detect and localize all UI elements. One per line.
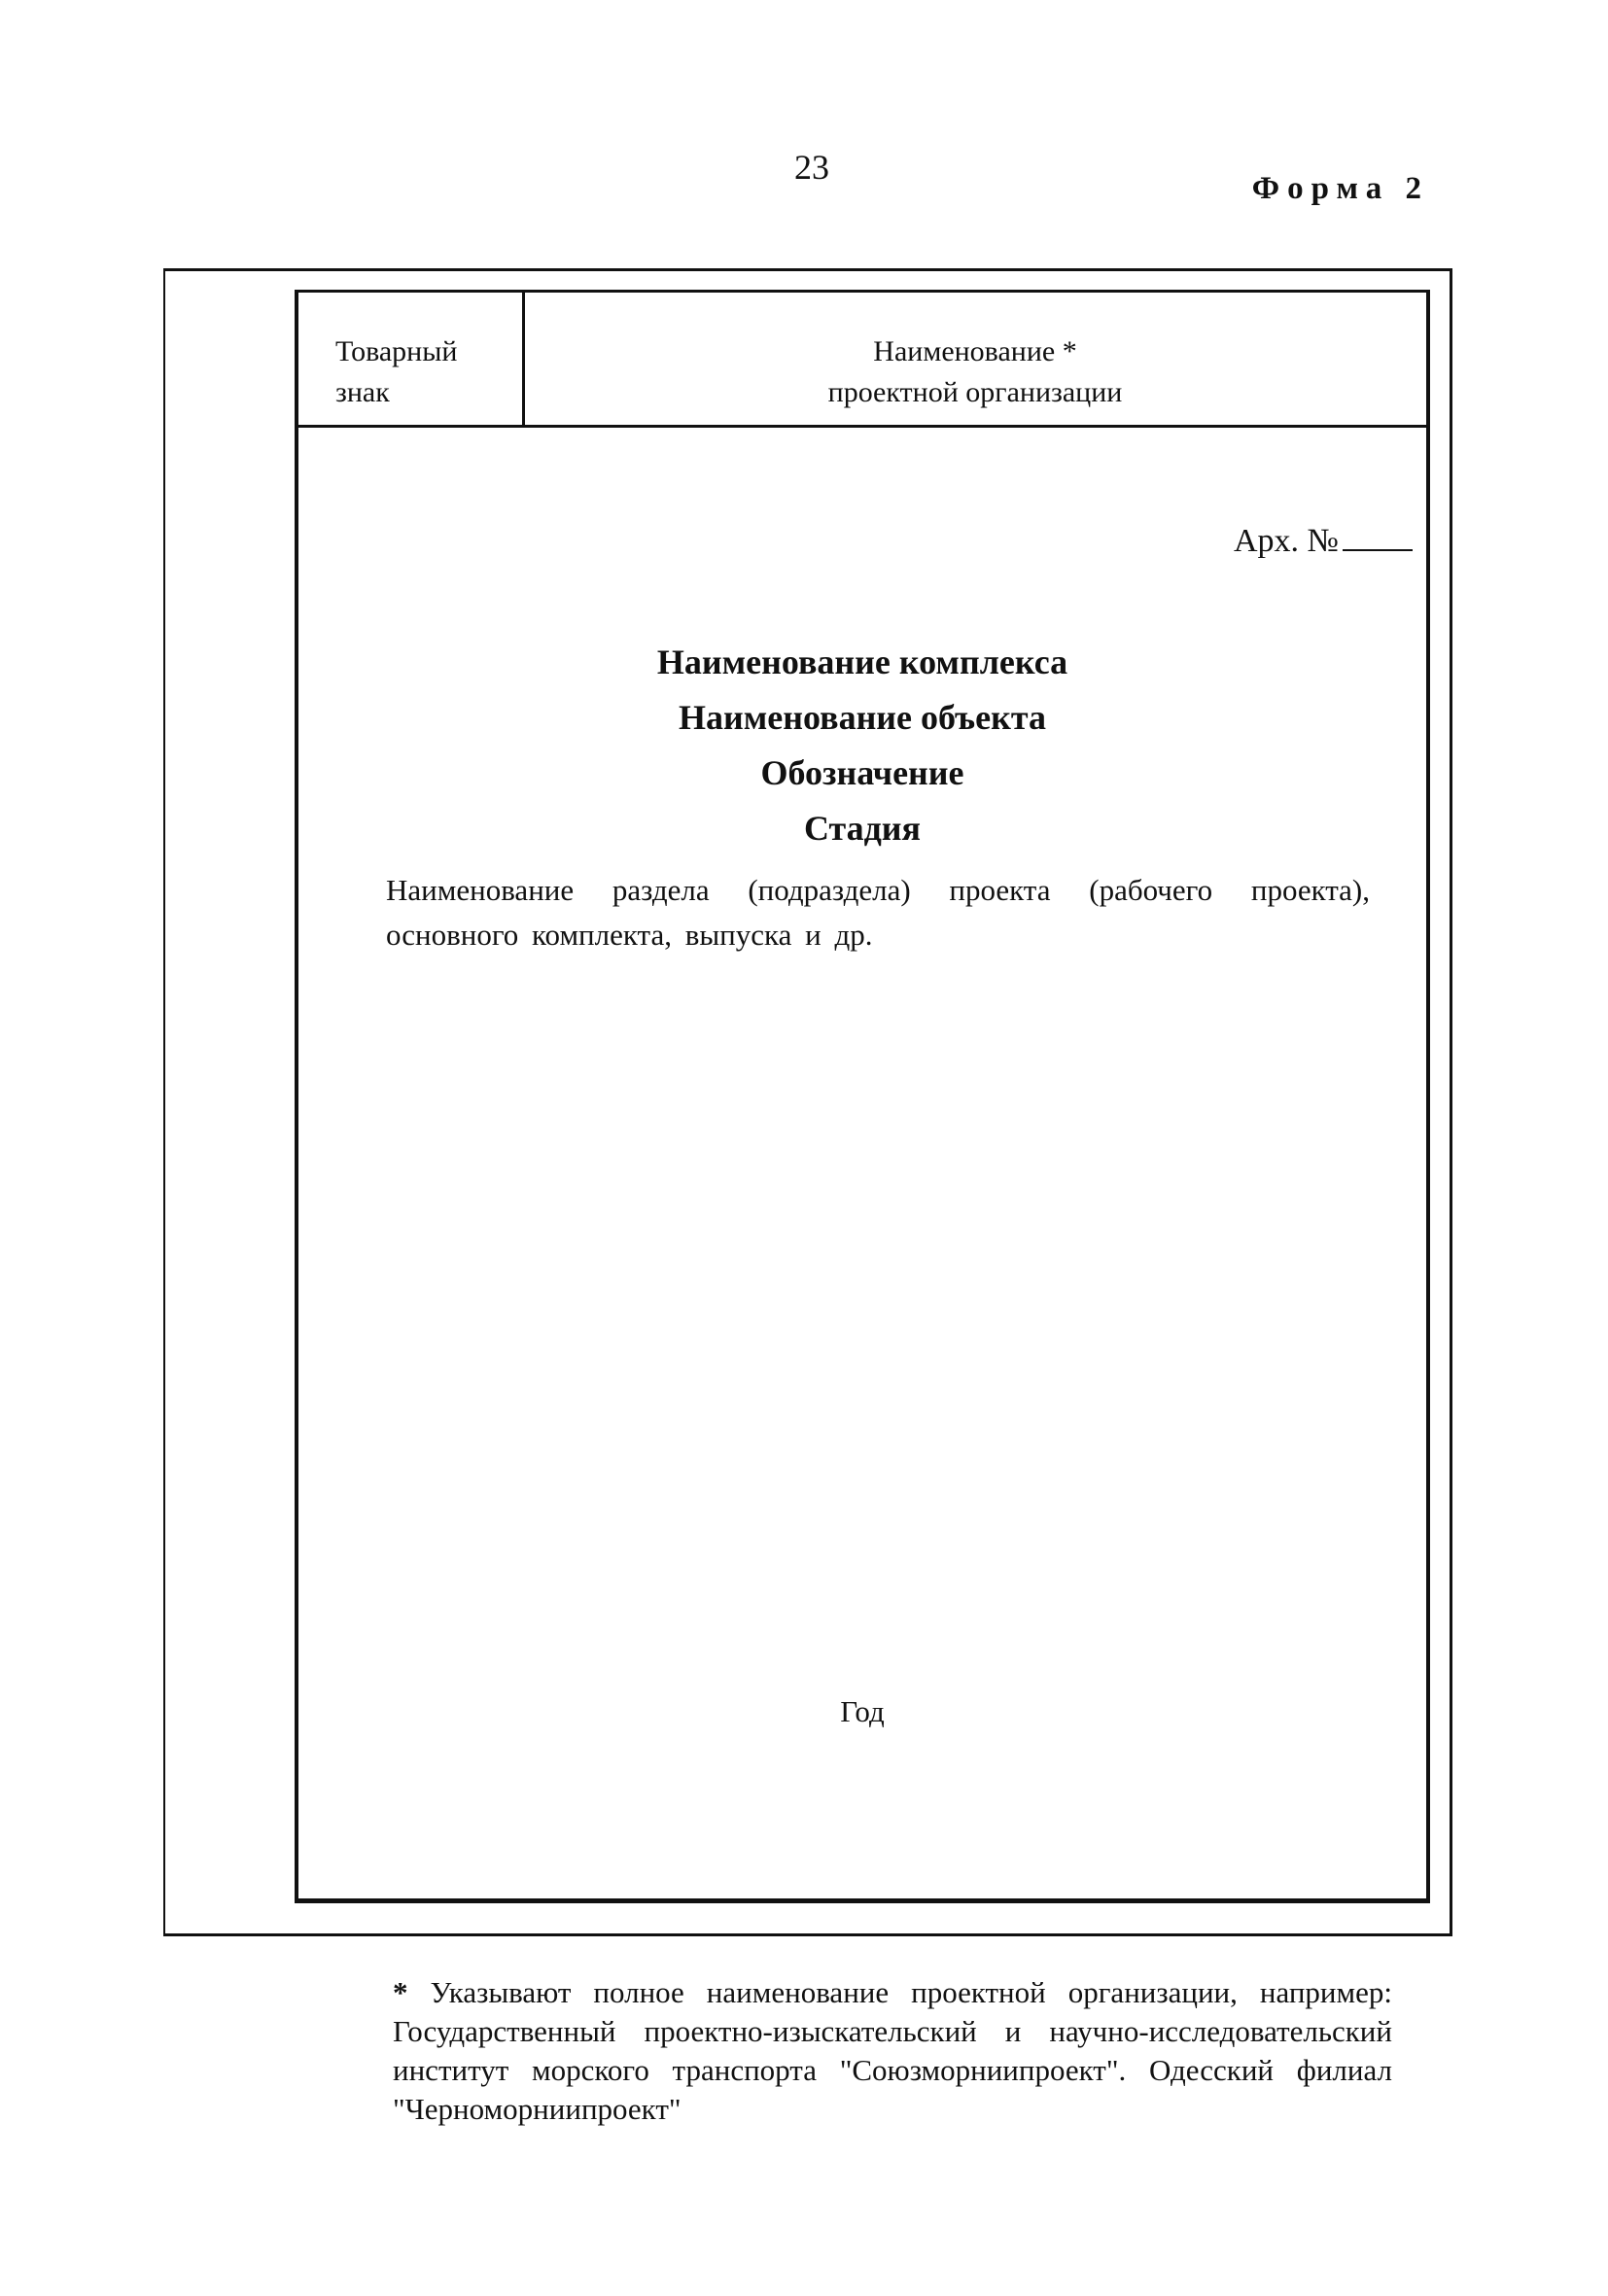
organization-name-line1: Наименование * [873,335,1077,367]
organization-name-line2: проектной организации [827,376,1123,408]
page-number: 23 [794,148,829,187]
header-vertical-divider [522,293,525,426]
complex-name: Наименование комплекса [656,643,1068,681]
header-divider [298,425,1426,428]
year: Год [840,1694,885,1728]
archive-number-label: Арх. № [1234,523,1339,559]
archive-number [1234,520,1413,563]
footnote [393,1973,1392,2129]
title-sheet-frame [295,290,1430,1903]
archive-number-blank [1343,522,1413,551]
trademark-label-line1: Товарный [335,335,458,367]
footnote-text: Указывают полное наименование проектной организации, например: Государственный проектно-изыскательский и научно-исследовательский институт морского транспорта "Союзморниипроект". Одесский филиал "Черноморниипроект" [393,1975,1392,2126]
section-name: Наименование раздела (подраздела) проекта (рабочего проекта), основного комплекта, выпуска и др. [386,873,1370,952]
footnote-marker: * [393,1975,408,2009]
trademark-cell [335,331,510,413]
stage: Стадия [803,809,922,848]
form-label: Форма 2 [1251,171,1429,206]
designation: Обозначение [760,753,964,792]
object-name: Наименование объекта [679,698,1046,737]
trademark-label-line2: знак [335,376,390,408]
organization-name-cell [528,331,1422,413]
title-block [298,635,1426,856]
